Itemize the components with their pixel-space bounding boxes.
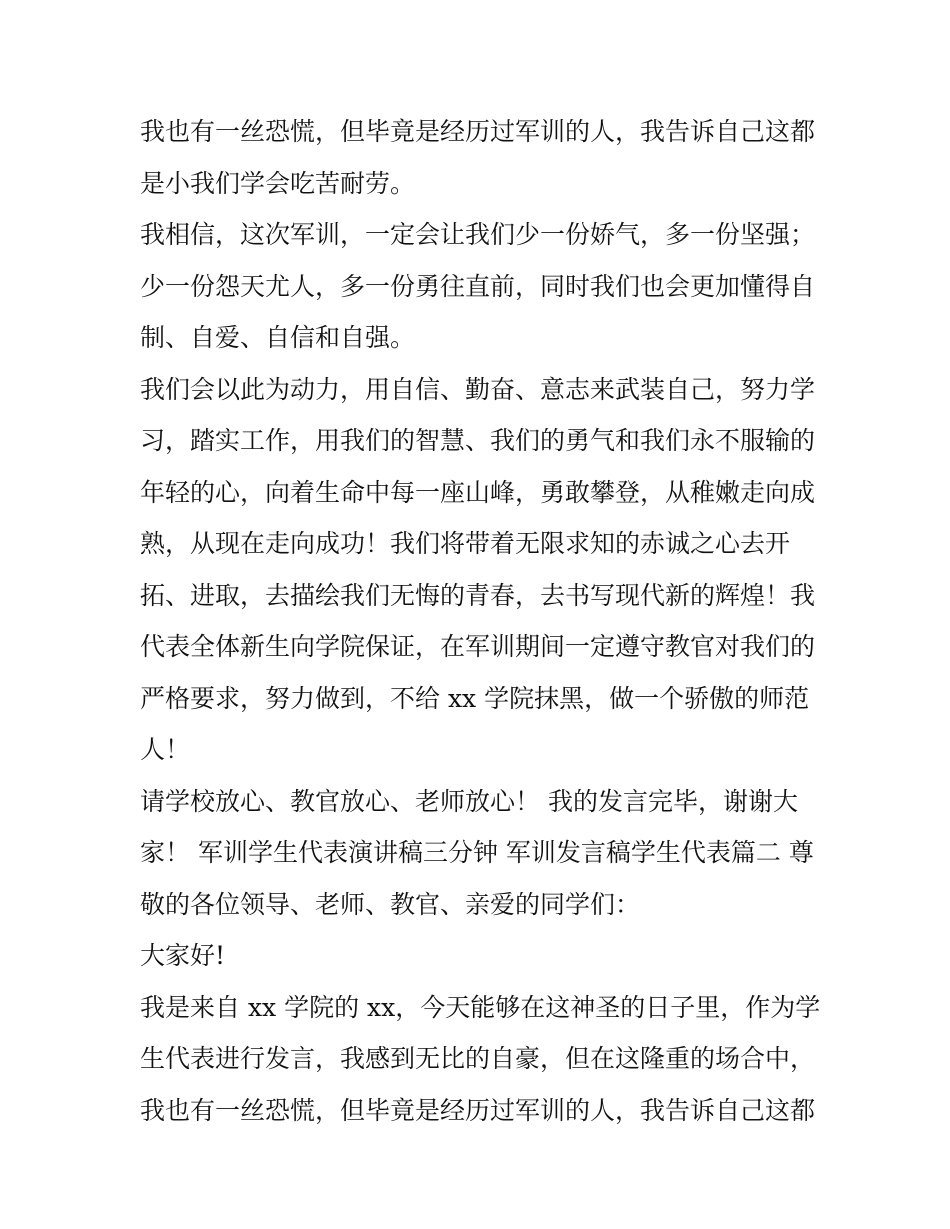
- text-line: 我相信，这次军训，一定会让我们少一份娇气，多一份坚强；: [140, 220, 816, 249]
- text-line: 拓、进取，去描绘我们无悔的青春，去书写现代新的辉煌！我: [140, 580, 816, 610]
- text-line: 生代表进行发言，我感到无比的自豪，但在这隆重的场合中，: [140, 1044, 816, 1073]
- text-line: 年轻的心，向着生命中每一座山峰，勇敢攀登，从稚嫩走向成: [140, 477, 816, 507]
- document-body: [140, 106, 830, 1136]
- text-line: 敬的各位领导、老师、教官、亲爱的同学们：: [140, 889, 641, 919]
- text-line: 是小我们学会吃苦耐劳。: [140, 168, 416, 198]
- text-line: 制、自爱、自信和自强。: [140, 323, 416, 352]
- text-line: 我们会以此为动力，用自信、勤奋、意志来武装自己，努力学: [140, 374, 816, 404]
- text-line: 少一份怨天尤人，多一份勇往直前，同时我们也会更加懂得自: [140, 271, 816, 301]
- text-line: 人！: [140, 735, 191, 764]
- text-line: 我也有一丝恐慌，但毕竟是经历过军训的人，我告诉自己这都: [140, 117, 816, 146]
- text-line: 代表全体新生向学院保证，在军训期间一定遵守教官对我们的: [140, 632, 816, 661]
- text-line: 我是来自 xx 学院的 xx，今天能够在这神圣的日子里，作为学: [140, 992, 821, 1022]
- text-line: 大家好!: [140, 941, 226, 970]
- text-line: 我也有一丝恐慌，但毕竟是经历过军训的人，我告诉自己这都: [140, 1095, 816, 1125]
- text-line: 熟，从现在走向成功！我们将带着无限求知的赤诚之心去开: [140, 529, 791, 558]
- text-line: 严格要求，努力做到，不给 xx 学院抹黑，做一个骄傲的师范: [140, 683, 810, 713]
- text-line: 请学校放心、教官放心、老师放心！ 我的发言完毕，谢谢大: [140, 786, 798, 816]
- text-line: 家！ 军训学生代表演讲稿三分钟 军训发言稿学生代表篇二 尊: [140, 838, 814, 867]
- text-line: 习，踏实工作，用我们的智慧、我们的勇气和我们永不服输的: [140, 426, 816, 455]
